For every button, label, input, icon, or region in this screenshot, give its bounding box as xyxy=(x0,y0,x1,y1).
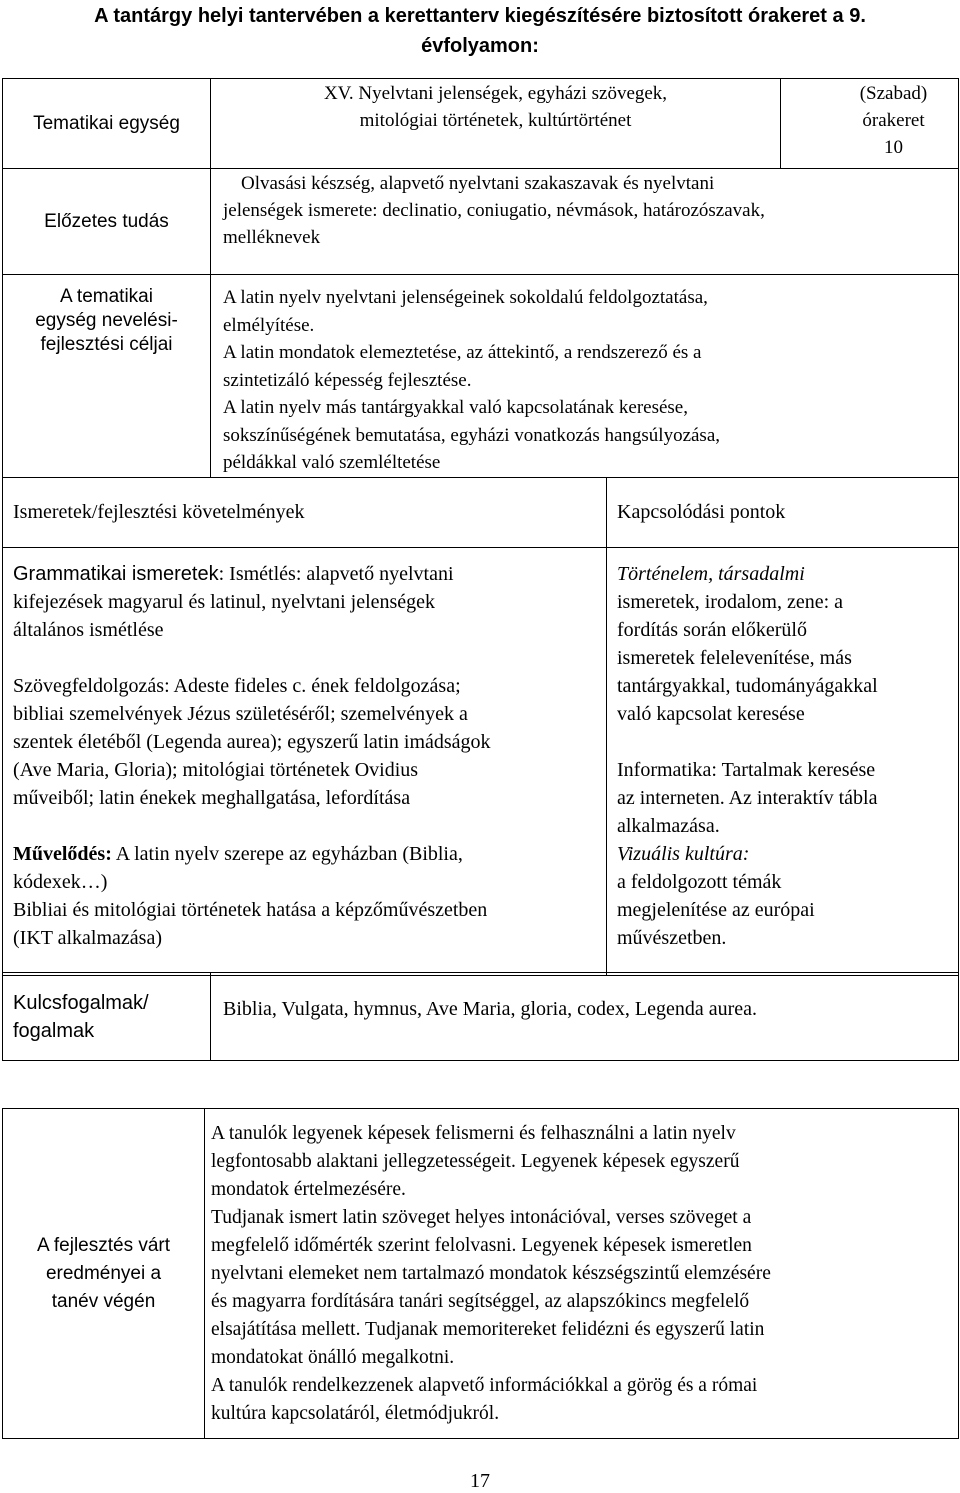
text-processing-text: (Ave Maria, Gloria); mitológiai történetek Ovidius xyxy=(13,758,419,781)
page-heading-line: A tantárgy helyi tantervében a kerettanterv kiegészítésére biztosított órakeret a 9. xyxy=(94,5,866,27)
goals-label-line: egység nevelési- xyxy=(35,310,178,331)
culture-label: Művelődés: xyxy=(13,842,112,865)
connection-history-label: Történelem, társadalmi xyxy=(617,562,805,585)
unit-label-cell xyxy=(3,79,211,169)
expected-results-line: megfelelő időmérték szerint felolvasni. Legyenek képesek ismeretlen xyxy=(211,1235,752,1256)
expected-results-line: A tanulók legyenek képesek felismerni és felhasználni a latin nyelv xyxy=(211,1123,736,1144)
text-processing-text: bibliai szemelvények Jézus születéséről; szemelvények a xyxy=(13,702,468,725)
requirements-header-cell xyxy=(3,477,607,547)
key-concepts-label-cell xyxy=(3,973,211,1061)
connection-history-text: való kapcsolat keresése xyxy=(617,702,805,725)
grammar-text: általános ismétlése xyxy=(13,618,164,641)
key-concepts-label: Kulcsfogalmak/ xyxy=(13,991,149,1014)
goals-label-line: fejlesztési céljai xyxy=(40,334,173,355)
key-concepts-label: fogalmak xyxy=(13,1019,95,1042)
connections-header: Kapcsolódási pontok xyxy=(617,500,786,523)
connection-visual-text: a feldolgozott témák xyxy=(617,870,782,893)
goals-label-cell xyxy=(3,275,211,478)
requirements-header: Ismeretek/fejlesztési követelmények xyxy=(13,500,305,523)
connection-history-text: tantárgyakkal, tudományágakkal xyxy=(617,674,878,697)
grammar-label: Grammatikai ismeretek xyxy=(13,562,219,585)
prior-knowledge-label-cell xyxy=(3,169,211,275)
expected-results-label: eredményei a xyxy=(45,1262,162,1284)
expected-results-line: Tudjanak ismert latin szöveget helyes intonációval, verses szöveget a xyxy=(211,1207,752,1228)
expected-results-line: mondatokat önálló megalkotni. xyxy=(211,1347,455,1368)
page-heading xyxy=(0,0,960,61)
goals-line: A latin nyelv más tantárgyakkal való kapcsolatának keresése, xyxy=(223,397,688,418)
text-processing-label: Szövegfeldolgozás xyxy=(13,674,165,697)
curriculum-unit-table xyxy=(2,78,959,976)
goals-line: A latin mondatok elemeztetése, az áttekintő, a rendszerező és a xyxy=(223,342,702,363)
goals-line: A latin nyelv nyelvtani jelenségeinek sokoldalú feldolgoztatása, xyxy=(223,287,708,308)
culture-text: (IKT alkalmazása) xyxy=(13,926,162,949)
connection-visual-text: művészetben. xyxy=(617,926,727,949)
culture-text: Bibliai és mitológiai történetek hatása a képzőművészetben xyxy=(13,898,488,921)
connection-history-text: fordítás során előkerülő xyxy=(617,618,807,641)
connection-it-text: alkalmazása. xyxy=(617,814,720,837)
requirements-cell xyxy=(3,547,607,975)
culture-text: kódexek…) xyxy=(13,870,108,893)
connections-header-cell xyxy=(607,477,959,547)
connections-cell xyxy=(607,547,959,975)
goals-cell xyxy=(211,275,959,478)
goals-line: szintetizáló képesség fejlesztése. xyxy=(223,369,472,391)
goals-line: példákkal való szemléltetése xyxy=(223,452,441,473)
goals-label-line: A tematikai xyxy=(60,286,153,307)
hours-label: (Szabad) xyxy=(859,83,928,104)
text-processing-text: szentek életéből (Legenda aurea); egyszerű latin imádságok xyxy=(13,730,491,753)
expected-results-line: A tanulók rendelkezzenek alapvető információkkal a görög és a római xyxy=(211,1375,758,1396)
prior-knowledge-line: melléknevek xyxy=(223,227,321,248)
expected-results-label-cell xyxy=(3,1109,205,1439)
expected-results-line: kultúra kapcsolatáról, életmódjukról. xyxy=(211,1403,500,1424)
prior-knowledge-label: Előzetes tudás xyxy=(44,210,169,232)
expected-results-line: nyelvtani elemeket nem tartalmazó mondatok készségszintű elemzésére xyxy=(211,1263,771,1284)
key-concepts-text: Biblia, Vulgata, hymnus, Ave Maria, gloria, codex, Legenda aurea. xyxy=(223,998,758,1020)
expected-results-label: tanév végén xyxy=(51,1290,156,1312)
unit-title-cell xyxy=(211,79,781,169)
goals-line: sokszínűségének bemutatása, egyházi vonatkozás hangsúlyozása, xyxy=(223,424,721,446)
text-processing-text: : Adeste fideles c. ének feldolgozása; xyxy=(164,674,461,697)
connection-visual-label: Vizuális kultúra: xyxy=(617,842,750,865)
connection-it-text: Informatika: Tartalmak keresése xyxy=(617,758,876,781)
expected-results-line: elsajátítása mellett. Tudjanak memoritereket felidézni és egyszerű latin xyxy=(211,1319,765,1340)
key-concepts-table xyxy=(2,972,959,1061)
unit-title-line: XV. Nyelvtani jelenségek, egyházi szövegek, xyxy=(323,83,668,104)
hours-value: 10 xyxy=(884,137,903,158)
page-number-text: 17 xyxy=(470,1470,490,1492)
prior-knowledge-line: jelenségek ismerete: declinatio, coniugatio, névmások, határozószavak, xyxy=(223,200,765,221)
prior-knowledge-line: Olvasási készség, alapvető nyelvtani szakaszavak és nyelvtani xyxy=(241,173,715,194)
prior-knowledge-cell xyxy=(211,169,959,275)
culture-text: A latin nyelv szerepe az egyházban (Biblia, xyxy=(111,842,463,865)
expected-results-cell xyxy=(205,1109,959,1439)
grammar-text: kifejezések magyarul és latinul, nyelvtani jelenségek xyxy=(13,590,436,613)
expected-results-table xyxy=(2,1108,959,1439)
hours-cell xyxy=(781,79,959,169)
hours-label: órakeret xyxy=(862,110,925,131)
page-number xyxy=(0,1470,960,1493)
expected-results-line: mondatok értelmezésére. xyxy=(211,1179,406,1200)
connection-visual-text: megjelenítése az európai xyxy=(617,898,815,921)
expected-results-line: legfontosabb alaktani jellegzetességeit. Legyenek képesek egyszerű xyxy=(211,1151,740,1172)
unit-title-line: mitológiai történetek, kultúrtörténet xyxy=(359,110,632,131)
page-heading-line: évfolyamon: xyxy=(421,35,539,57)
grammar-text: : Ismétlés: alapvető nyelvtani xyxy=(218,562,454,585)
connection-history-text: ismeretek felelevenítése, más xyxy=(617,646,852,669)
expected-results-label: A fejlesztés várt xyxy=(36,1234,171,1256)
unit-label: Tematikai egység xyxy=(33,112,180,134)
connection-history-text: ismeretek, irodalom, zene: a xyxy=(617,590,844,613)
connection-it-text: az interneten. Az interaktív tábla xyxy=(617,786,878,809)
goals-line: elmélyítése. xyxy=(223,314,315,336)
expected-results-line: és magyarra fordítására tanári segítséggel, az alapszókincs megfelelő xyxy=(211,1291,750,1312)
key-concepts-cell xyxy=(211,973,959,1061)
text-processing-text: műveiből; latin énekek meghallgatása, lefordítása xyxy=(13,786,411,809)
